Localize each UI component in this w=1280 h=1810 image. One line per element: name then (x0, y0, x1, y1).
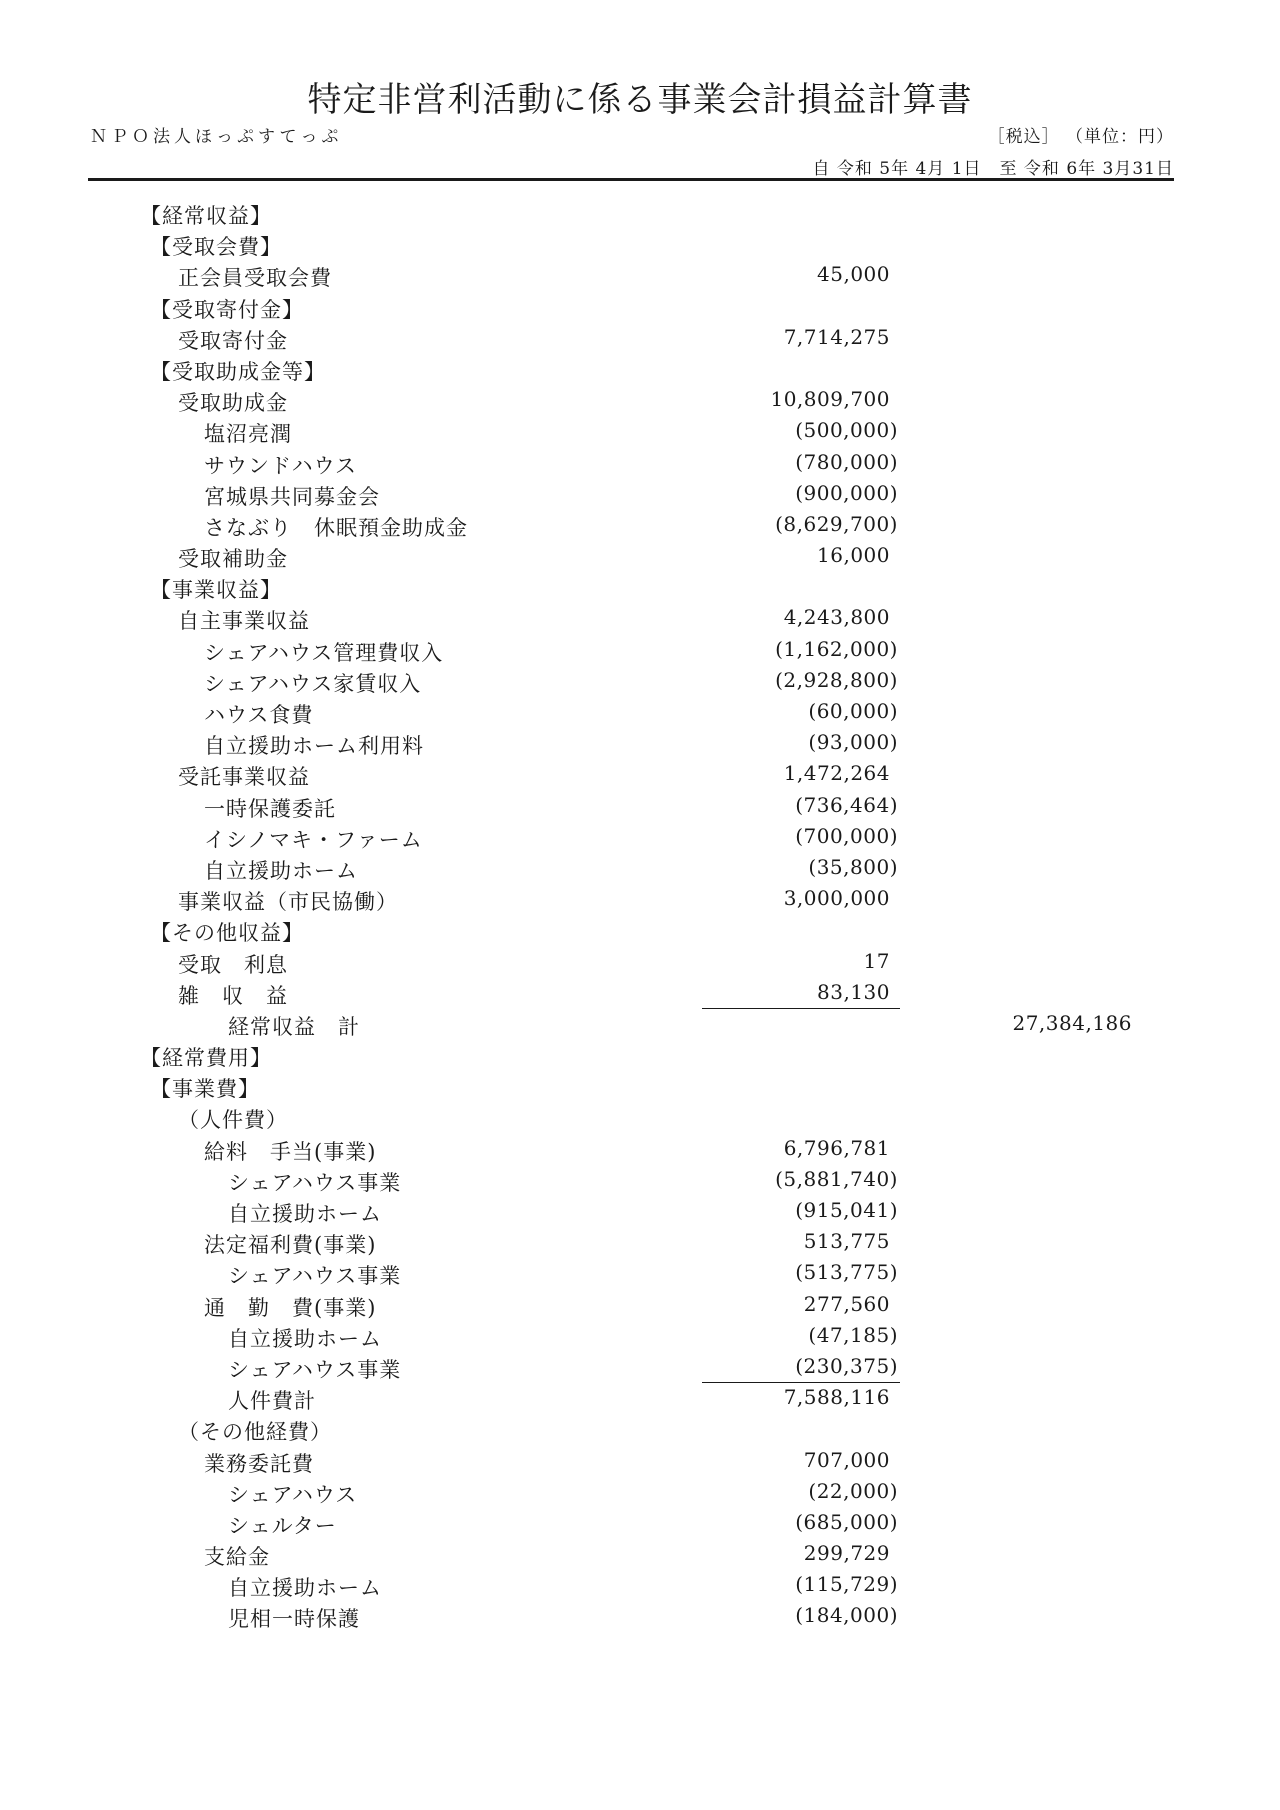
row-label: 受取寄付金 (178, 328, 288, 353)
statement-row (0, 1009, 1280, 1040)
statement-row (0, 385, 1280, 416)
statement-row (0, 666, 1280, 697)
row-amount: (230,375) (795, 1353, 898, 1378)
row-amount: 16,000 (817, 543, 890, 568)
statement-row (0, 1196, 1280, 1227)
row-amount: (184,000) (795, 1603, 898, 1628)
row-amount: (93,000) (808, 730, 898, 755)
row-label: 受取助成金 (178, 391, 288, 416)
row-amount: 45,000 (817, 262, 890, 287)
row-amount: 513,775 (803, 1229, 890, 1254)
statement-title: 特定非営利活動に係る事業会計損益計算書 (307, 80, 973, 120)
row-amount: 707,000 (803, 1447, 890, 1472)
row-amount: (115,729) (795, 1572, 898, 1597)
statement-row (0, 1102, 1280, 1133)
statement-row (0, 323, 1280, 354)
statement-row (0, 915, 1280, 946)
row-label: 【事業費】 (150, 1077, 260, 1102)
row-amount: 7,588,116 (783, 1385, 890, 1410)
row-label: 【受取寄付金】 (150, 297, 304, 322)
statement-row (0, 1321, 1280, 1352)
statement-row (0, 822, 1280, 853)
tax-unit-note: ［税込］ （単位：円） (987, 127, 1174, 147)
row-label: 一時保護委託 (204, 796, 336, 821)
row-amount: (513,775) (795, 1260, 898, 1285)
row-label: シェアハウス事業 (228, 1170, 402, 1195)
statement-row (0, 947, 1280, 978)
row-amount: (915,041) (795, 1198, 898, 1222)
row-label: 【受取助成金等】 (150, 359, 326, 384)
row-amount: (780,000) (795, 449, 898, 474)
statement-row (0, 978, 1280, 1009)
row-label: （人件費） (178, 1108, 288, 1133)
row-label: 【受取会費】 (150, 235, 282, 260)
row-label: 自立援助ホーム利用料 (204, 734, 424, 759)
statement-row (0, 510, 1280, 541)
row-amount: 17 (863, 948, 890, 973)
income-statement-table (0, 198, 1280, 1633)
statement-row (0, 697, 1280, 728)
statement-row (0, 1258, 1280, 1289)
row-label: 自主事業収益 (178, 609, 310, 634)
row-amount: 277,560 (803, 1291, 890, 1316)
row-label: 児相一時保護 (228, 1607, 360, 1632)
row-label: イシノマキ・ファーム (204, 827, 423, 852)
row-label: 受取補助金 (178, 547, 288, 572)
statement-row (0, 1539, 1280, 1570)
statement-row (0, 1508, 1280, 1539)
organization-name: ＮＰＯ法人ほっぷすてっぷ (90, 127, 343, 147)
row-amount: 1,472,264 (783, 761, 890, 786)
statement-row (0, 198, 1280, 229)
row-amount: 6,796,781 (783, 1135, 890, 1160)
row-amount: (47,185) (808, 1322, 898, 1347)
statement-row (0, 541, 1280, 572)
row-amount: 83,130 (817, 979, 890, 1004)
statement-row (0, 603, 1280, 634)
statement-row (0, 759, 1280, 790)
row-amount: (700,000) (795, 823, 898, 848)
statement-row (0, 1352, 1280, 1383)
row-label: 自立援助ホーム (228, 1202, 382, 1226)
row-label: 給料 手当(事業) (204, 1139, 377, 1164)
row-label: 正会員受取会費 (178, 266, 332, 291)
statement-row (0, 354, 1280, 385)
statement-row (0, 1601, 1280, 1632)
row-label: シェアハウス管理費収入 (204, 640, 444, 665)
statement-row (0, 1383, 1280, 1414)
row-label: 塩沼亮潤 (204, 422, 292, 447)
row-label: 宮城県共同募金会 (204, 484, 380, 509)
row-label: 通 勤 費(事業) (204, 1295, 377, 1320)
statement-row (0, 1477, 1280, 1508)
row-label: 受取 利息 (178, 952, 288, 977)
statement-row (0, 1446, 1280, 1477)
row-amount: (685,000) (795, 1509, 898, 1534)
row-label: 受託事業収益 (178, 765, 310, 790)
statement-row (0, 1165, 1280, 1196)
statement-row (0, 1134, 1280, 1165)
row-amount: 10,809,700 (770, 387, 890, 412)
header-divider (88, 178, 1174, 181)
statement-row (0, 635, 1280, 666)
row-amount: (2,928,800) (775, 667, 898, 692)
row-label: さなぶり 休眠預金助成金 (204, 515, 468, 540)
statement-row (0, 260, 1280, 291)
row-label: 【その他収益】 (150, 921, 304, 946)
row-label: 雑 収 益 (178, 983, 288, 1008)
row-label: 法定福利費(事業) (204, 1233, 377, 1258)
row-label: 自立援助ホーム (228, 1326, 382, 1351)
row-label: シェアハウス (228, 1482, 358, 1507)
row-amount: (22,000) (808, 1478, 898, 1503)
row-amount: 299,729 (803, 1541, 890, 1566)
row-label: 経常収益 計 (228, 1014, 360, 1039)
statement-row (0, 572, 1280, 603)
row-label: （その他経費） (178, 1420, 332, 1445)
row-label: シェアハウス事業 (228, 1264, 402, 1289)
row-total: 27,384,186 (1012, 1010, 1132, 1035)
row-label: 支給金 (204, 1545, 270, 1570)
statement-row (0, 728, 1280, 759)
statement-row (0, 1071, 1280, 1102)
statement-row (0, 1570, 1280, 1601)
row-label: 事業収益（市民協働） (178, 890, 398, 915)
row-amount: (8,629,700) (775, 511, 898, 536)
row-label: サウンドハウス (204, 453, 357, 478)
row-label: シェアハウス事業 (228, 1357, 402, 1382)
row-label: 【事業収益】 (150, 578, 282, 603)
row-amount: (35,800) (808, 854, 898, 879)
row-label: シェアハウス家賃収入 (204, 671, 422, 696)
fiscal-period: 自 令和 5年 4月 1日 至 令和 6年 3月31日 (812, 159, 1174, 179)
row-amount: 4,243,800 (783, 605, 890, 630)
statement-row (0, 1290, 1280, 1321)
row-label: シェルター (228, 1513, 337, 1538)
statement-row (0, 1040, 1280, 1071)
row-amount: (60,000) (808, 699, 898, 723)
statement-row (0, 1227, 1280, 1258)
row-amount: (5,881,740) (775, 1166, 898, 1191)
row-label: ハウス食費 (204, 703, 314, 727)
row-label: 自立援助ホーム (204, 858, 358, 883)
statement-row (0, 884, 1280, 915)
statement-row (0, 853, 1280, 884)
statement-row (0, 479, 1280, 510)
statement-row (0, 292, 1280, 323)
row-amount: (500,000) (795, 418, 898, 443)
row-label: 【経常収益】 (140, 204, 272, 228)
statement-row (0, 448, 1280, 479)
statement-row (0, 791, 1280, 822)
row-label: 業務委託費 (204, 1451, 314, 1476)
row-label: 人件費計 (228, 1389, 316, 1414)
statement-row (0, 416, 1280, 447)
statement-row (0, 1414, 1280, 1445)
row-amount: 3,000,000 (783, 886, 890, 911)
row-label: 自立援助ホーム (228, 1576, 382, 1601)
row-amount: (736,464) (795, 792, 898, 817)
row-amount: 7,714,275 (783, 324, 890, 349)
row-amount: (900,000) (795, 480, 898, 505)
row-amount: (1,162,000) (775, 636, 898, 661)
statement-row (0, 229, 1280, 260)
row-label: 【経常費用】 (140, 1046, 272, 1071)
